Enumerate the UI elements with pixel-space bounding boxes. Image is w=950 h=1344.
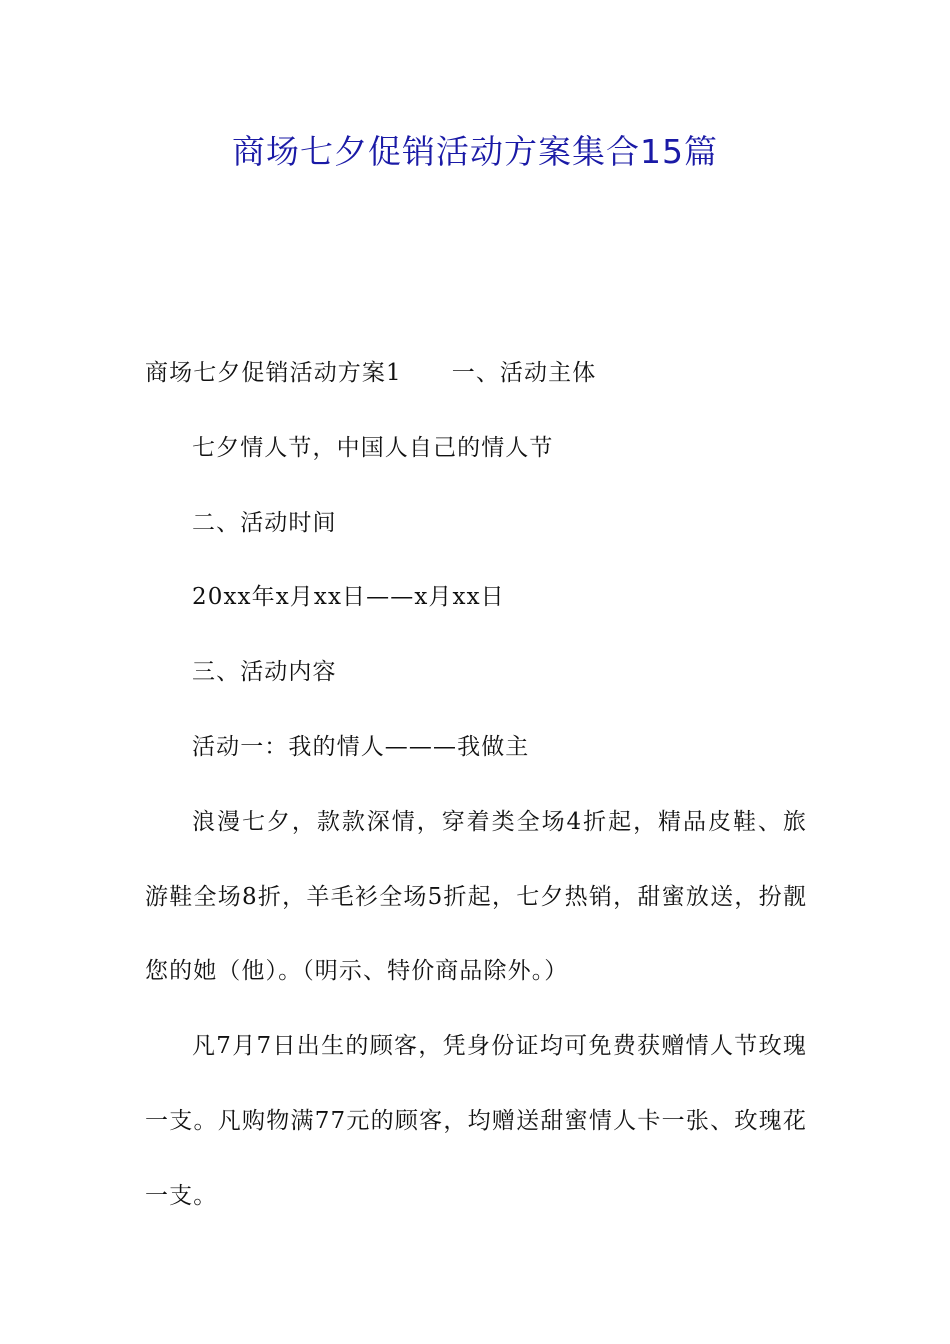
paragraph: 20xx年x月xx日——x月xx日 <box>192 584 505 611</box>
paragraph: 活动一：我的情人———我做主 <box>192 733 530 760</box>
paragraph: 浪漫七夕，款款深情，穿着类全场4折起，精品皮鞋、旅游鞋全场8折，羊毛衫全场5折起，七夕热销，甜蜜放送，扮靓您的她（他）。（明示、特价商品除外。） <box>145 808 807 985</box>
paragraph: 二、活动时间 <box>192 509 337 536</box>
item-heading: 一、活动主体 <box>451 360 597 386</box>
section-first-line <box>145 336 807 411</box>
document-title: 商场七夕促销活动方案集合15篇 <box>232 132 718 171</box>
section-heading: 商场七夕促销活动方案1 <box>145 360 402 386</box>
document-body <box>145 336 807 1234</box>
paragraph: 七夕情人节，中国人自己的情人节 <box>192 434 554 461</box>
paragraph: 凡7月7日出生的顾客，凭身份证均可免费获赠情人节玫瑰一支。凡购物满77元的顾客，均赠送甜蜜情人卡一张、玫瑰花一支。 <box>145 1033 807 1209</box>
paragraph: 三、活动内容 <box>192 659 337 686</box>
